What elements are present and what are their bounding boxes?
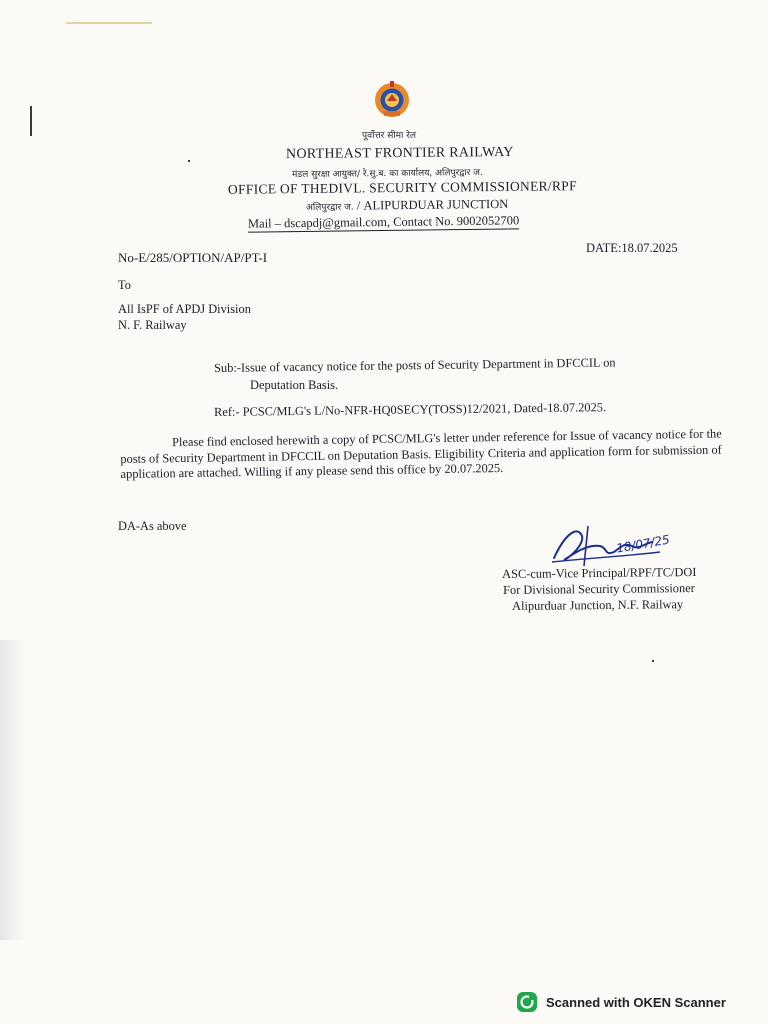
- enclosure-line: DA-As above: [118, 519, 187, 533]
- scan-artifact: [66, 22, 152, 24]
- location-english: / ALIPURDUAR JUNCTION: [353, 196, 509, 213]
- signatory-for-line: For Divisional Security Commissioner: [503, 580, 695, 597]
- scan-dot: [188, 160, 190, 162]
- scan-artifact: [30, 106, 32, 136]
- location-hindi: अलिपुरद्वार ज.: [305, 202, 354, 214]
- signatory-place: Alipurduar Junction, N.F. Railway: [512, 597, 684, 613]
- scanner-watermark: [516, 990, 726, 1014]
- header-hindi-line1: पूर्वोत्तर सीमा रेल: [362, 131, 416, 141]
- scanner-logo-icon: [516, 991, 538, 1013]
- rpf-emblem-icon: [370, 78, 414, 122]
- letter-date: DATE:18.07.2025: [586, 241, 678, 255]
- scan-shadow: [0, 640, 26, 940]
- signature-date: 18/07/25: [615, 532, 671, 556]
- header-hindi-line2: मंडल सुरक्षा आयुक्त/ रे.सु.ब. का कार्यालय, अलिपुरद्वार ज.: [291, 168, 483, 180]
- addressee-line1: All IsPF of APDJ Division: [118, 302, 251, 316]
- reference-line: Ref:- PCSC/MLG's L/No-NFR-HQ0SECY(TOSS)12/2021, Dated-18.07.2025.: [214, 400, 607, 419]
- to-label: To: [118, 278, 131, 292]
- signatory-designation: ASC-cum-Vice Principal/RPF/TC/DOI: [502, 564, 697, 581]
- location-line: [306, 197, 508, 214]
- scanner-watermark-text: Scanned with OKEN Scanner: [546, 994, 726, 1010]
- subject-line2: Deputation Basis.: [250, 378, 339, 392]
- railway-title: NORTHEAST FRONTIER RAILWAY: [285, 145, 514, 162]
- office-title: OFFICE OF THEDIVL. SECURITY COMMISSIONER/RPF: [227, 178, 577, 197]
- scan-dot: [652, 660, 654, 662]
- contact-line: Mail – dscapdj@gmail.com, Contact No. 9002052700: [247, 213, 520, 231]
- addressee-line2: N. F. Railway: [118, 318, 187, 332]
- letter-body: Please find enclosed herewith a copy of PCSC/MLG's letter under reference for Issue of vacancy notice for the posts of Security Department in DFCCIL on Deputation Basis. Eligibility Criteria and application form for submission of application are attached. Willing if any please send this office by 20.07.2025.: [120, 426, 722, 481]
- letter-ref-no: No-E/285/OPTION/AP/PT-I: [118, 250, 268, 265]
- subject-line1: Sub:-Issue of vacancy notice for the posts of Security Department in DFCCIL on: [214, 355, 616, 375]
